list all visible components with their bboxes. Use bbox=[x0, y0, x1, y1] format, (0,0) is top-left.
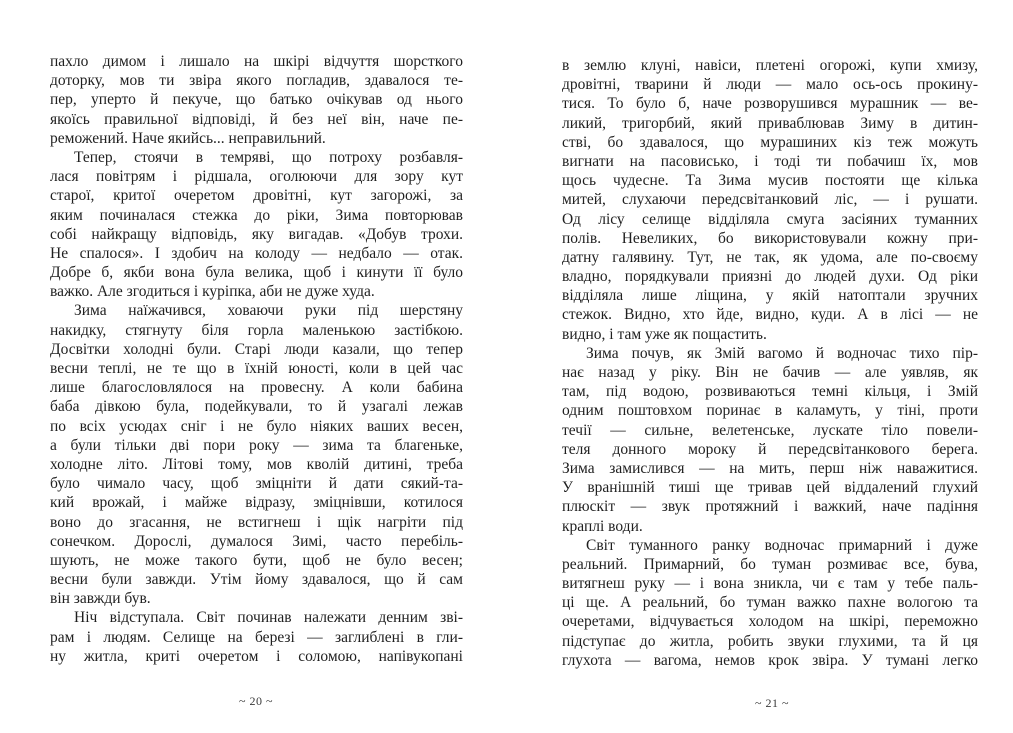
text-line: Зима наїжачився, ховаючи руки під шерстяну bbox=[74, 302, 463, 320]
text-line: собі найкращу відповідь, яку вигадав. «Добув трохи. bbox=[50, 225, 463, 243]
text-line: плюскіт — звук протяжний і важкий, наче падіння bbox=[562, 498, 978, 516]
text-line: тися. То було б, наче розворушився мурашник — ве- bbox=[562, 95, 978, 113]
text-line: митей, слухаючи передсвітанковий ліс, — і рушати. bbox=[562, 191, 978, 209]
text-line: шують, не може такого бути, щоб не було весен; bbox=[50, 551, 463, 569]
text-line: в землю клуні, навіси, плетені огорожі, купи хмизу, bbox=[562, 57, 978, 74]
text-line: рам і людям. Селище на березі — заглиблені в гли- bbox=[50, 628, 463, 646]
text-line: реможений. Наче якийсь... неправильний. bbox=[50, 129, 326, 147]
text-line: теля донного мороку й передсвітанкового берега. bbox=[562, 440, 978, 458]
page-number-right: ~ 21 ~ bbox=[755, 696, 789, 710]
text-line: було чимало часу, щоб зміцніти й дати сякий-та- bbox=[50, 475, 463, 493]
text-line: яким починалася стежка до ріки, Зима повторював bbox=[50, 206, 463, 224]
text-line: Не спалося». І здобич на колоду — недбало — отак. bbox=[50, 244, 463, 262]
text-line: видно, і там уже як пощастить. bbox=[562, 325, 767, 343]
text-line: стежок. Видно, хто йде, видно, куди. А в лісі — не bbox=[562, 306, 978, 324]
text-line: одним поштовхом поринає в каламуть, у тіні, проти bbox=[562, 402, 978, 420]
text-line: а були тільки дві пори року — зима та благеньке, bbox=[50, 436, 463, 454]
text-line: витягнеш руку — і вона зникла, чи є там у тебе паль- bbox=[562, 575, 978, 593]
text-line: Ніч відступала. Світ починав належати денним зві- bbox=[74, 609, 463, 627]
text-line: щось чудесне. Та Зима мусив постояти ще кілька bbox=[562, 172, 978, 190]
text-line: там, під водою, розвиваються темні кільця, і Змій bbox=[562, 383, 978, 401]
text-line: нає назад у ріку. Він не бачив — але уявляв, як bbox=[562, 364, 978, 381]
text-line: вигнати на пасовисько, і тоді ти побачиш їх, мов bbox=[562, 152, 978, 170]
text-line: ці ще. А реальний, бо туман важко пахне вологою та bbox=[562, 594, 978, 612]
text-line: Добре б, якби вона була велика, щоб і кинути її було bbox=[50, 264, 463, 282]
text-line: воно до згасання, не встигнеш і щік нагріти під bbox=[50, 513, 463, 531]
text-line: важко. Але згодиться і куріпка, аби не дуже худа. bbox=[50, 283, 375, 301]
text-line: доторку, мов ти звіра якого погладив, здавалося те- bbox=[50, 72, 463, 90]
text-line: очеретами, відчувається холодом на шкірі, переможно bbox=[562, 613, 978, 631]
text-line: пахло димом і лишало на шкірі відчуття шорсткого bbox=[50, 53, 463, 70]
text-line: кий врожай, і майже відразу, зміцнівши, котилося bbox=[50, 494, 463, 512]
text-line: ликий, тригорбий, який приваблював Зиму в дитин- bbox=[562, 114, 978, 132]
page-number-left: ~ 20 ~ bbox=[239, 694, 273, 708]
text-line: Досвітки холодні були. Старі люди казали, що тепер bbox=[50, 340, 463, 358]
text-line: дровітні, тварини й люди — мало ось-ось прокину- bbox=[562, 76, 978, 94]
text-line: глухота — вагома, немов крок звіра. У тумані легко bbox=[562, 651, 978, 669]
text-line: баба дівкою була, подейкували, то й узагалі лежав bbox=[50, 398, 463, 416]
text-line: лася повітрям і рідшала, оголюючи для зору кут bbox=[50, 168, 463, 186]
text-line: Світ туманного ранку водночас примарний і дуже bbox=[586, 536, 978, 554]
text-line: владно, порядкували приязні до людей духи. Од ріки bbox=[562, 268, 978, 286]
text-line: Од лісу селище відділяла смуга засіяних туманних bbox=[562, 210, 978, 228]
text-line: стві, бо здавалося, що мурашиних кіз теж можуть bbox=[562, 133, 978, 151]
text-line: ну житла, криті очеретом і соломою, напівукопані bbox=[50, 647, 463, 665]
page-21 bbox=[562, 56, 978, 670]
text-line: краплі води. bbox=[562, 517, 643, 535]
text-line: весни теплі, не те що в їхній юності, коли в цей час bbox=[50, 360, 463, 377]
text-line: датну галявину. Тут, не так, як удома, але по-своєму bbox=[562, 248, 978, 266]
text-line: Зима замислився — на мить, перш ніж наважитися. bbox=[562, 459, 978, 477]
text-line: реальний. Примарний, бо туман розмиває все, бува, bbox=[562, 555, 978, 573]
text-line: по всіх усюдах сніг і не було ніяких ваших весен, bbox=[50, 417, 463, 435]
text-line: якоїсь правильної відповіді, й без неї він, наче пе- bbox=[50, 110, 463, 128]
page-21-text bbox=[562, 56, 978, 670]
text-line: пер, уперто й пекуче, що батько очікував од нього bbox=[50, 91, 463, 109]
page-20-text bbox=[50, 52, 463, 666]
text-line: він завжди був. bbox=[50, 590, 151, 608]
text-line: підступає до житла, робить звуки глухими, та й ця bbox=[562, 632, 978, 650]
text-line: старої, критої очеретом дровітні, кут загорожі, за bbox=[50, 187, 463, 205]
page-20 bbox=[50, 52, 463, 666]
text-line: течії — сильне, велетенське, лускате тіло повели- bbox=[562, 421, 978, 439]
text-line: У вранішній тиші ще тривав цей віддалений глухий bbox=[562, 479, 978, 497]
text-line: відділяла лише ліщина, у якій натоптали зручних bbox=[562, 287, 978, 305]
text-line: Тепер, стоячи в темряві, що потроху розбавля- bbox=[74, 148, 463, 166]
text-line: накидку, стягнуту біля горла маленькою застібкою. bbox=[50, 321, 463, 339]
text-line: сонечком. Дорослі, думалося Зимі, часто перебіль- bbox=[50, 532, 463, 550]
text-line: лише благословлялося на провесну. А коли бабина bbox=[50, 379, 463, 397]
text-line: весни були завжди. Утім йому здавалося, що й сам bbox=[50, 571, 463, 589]
text-line: полів. Невеликих, бо використовували кожну при- bbox=[562, 229, 978, 247]
text-line: Зима почув, як Змій вагомо й водночас тихо пір- bbox=[586, 344, 978, 362]
text-line: холодне літо. Літові тому, мов кволій дитині, треба bbox=[50, 455, 463, 473]
